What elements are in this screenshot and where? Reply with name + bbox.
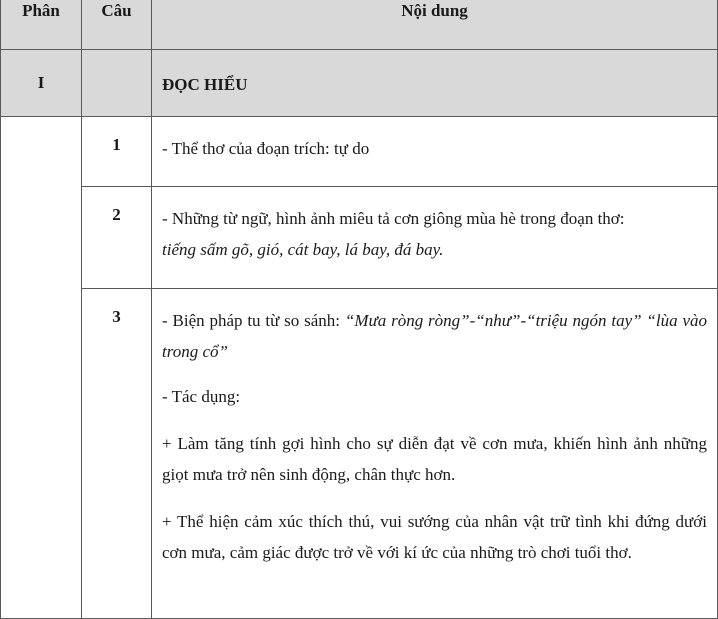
section-part: I bbox=[1, 50, 82, 117]
table-row bbox=[1, 117, 718, 187]
answer-italic-text: tiếng sấm gõ, gió, cát bay, lá bay, đá bay. bbox=[162, 240, 444, 259]
section-title bbox=[152, 50, 718, 117]
section-row bbox=[1, 50, 718, 117]
answer-text: - Những từ ngữ, hình ảnh miêu tả cơn giông mùa hè trong đoạn thơ: bbox=[162, 209, 625, 228]
table-row bbox=[1, 289, 718, 619]
answer-cell bbox=[152, 117, 718, 187]
section-empty-cell bbox=[82, 50, 152, 117]
effect-point-1: + Làm tăng tính gợi hình cho sự diễn đạt về cơn mưa, khiến hình ảnh những giọt mưa trở nên sinh động, chân thực hơn. bbox=[162, 434, 707, 484]
answer-cell bbox=[152, 187, 718, 289]
effect-point-2: + Thể hiện cảm xúc thích thú, vui sướng của nhân vật trữ tình khi đứng dưới cơn mưa, cảm giác được trở về với kí ức của những trò chơi tuổi thơ. bbox=[162, 512, 707, 562]
effect-heading: - Tác dụng: bbox=[162, 387, 241, 406]
table-row bbox=[1, 187, 718, 289]
header-part-label: Phân bbox=[22, 1, 60, 20]
header-question bbox=[82, 0, 152, 50]
section-title-text: ĐỌC HIỂU bbox=[162, 75, 248, 94]
technique-label: - Biện pháp tu từ so sánh: bbox=[162, 311, 345, 330]
question-number: 2 bbox=[82, 187, 152, 289]
answer-cell bbox=[152, 289, 718, 619]
header-question-label: Câu bbox=[101, 1, 132, 20]
header-row bbox=[1, 0, 718, 50]
question-number: 1 bbox=[82, 117, 152, 187]
header-content-label: Nội dung bbox=[401, 1, 468, 20]
header-content bbox=[152, 0, 718, 50]
part-cell-empty bbox=[1, 117, 82, 619]
technique-quote: “Mưa ròng ròng”-“như”-“triệu ngón tay” “lùa vào trong cổ” bbox=[162, 311, 707, 361]
answer-text: - Thể thơ của đoạn trích: tự do bbox=[162, 139, 370, 158]
header-part bbox=[1, 0, 82, 50]
question-number: 3 bbox=[82, 289, 152, 619]
